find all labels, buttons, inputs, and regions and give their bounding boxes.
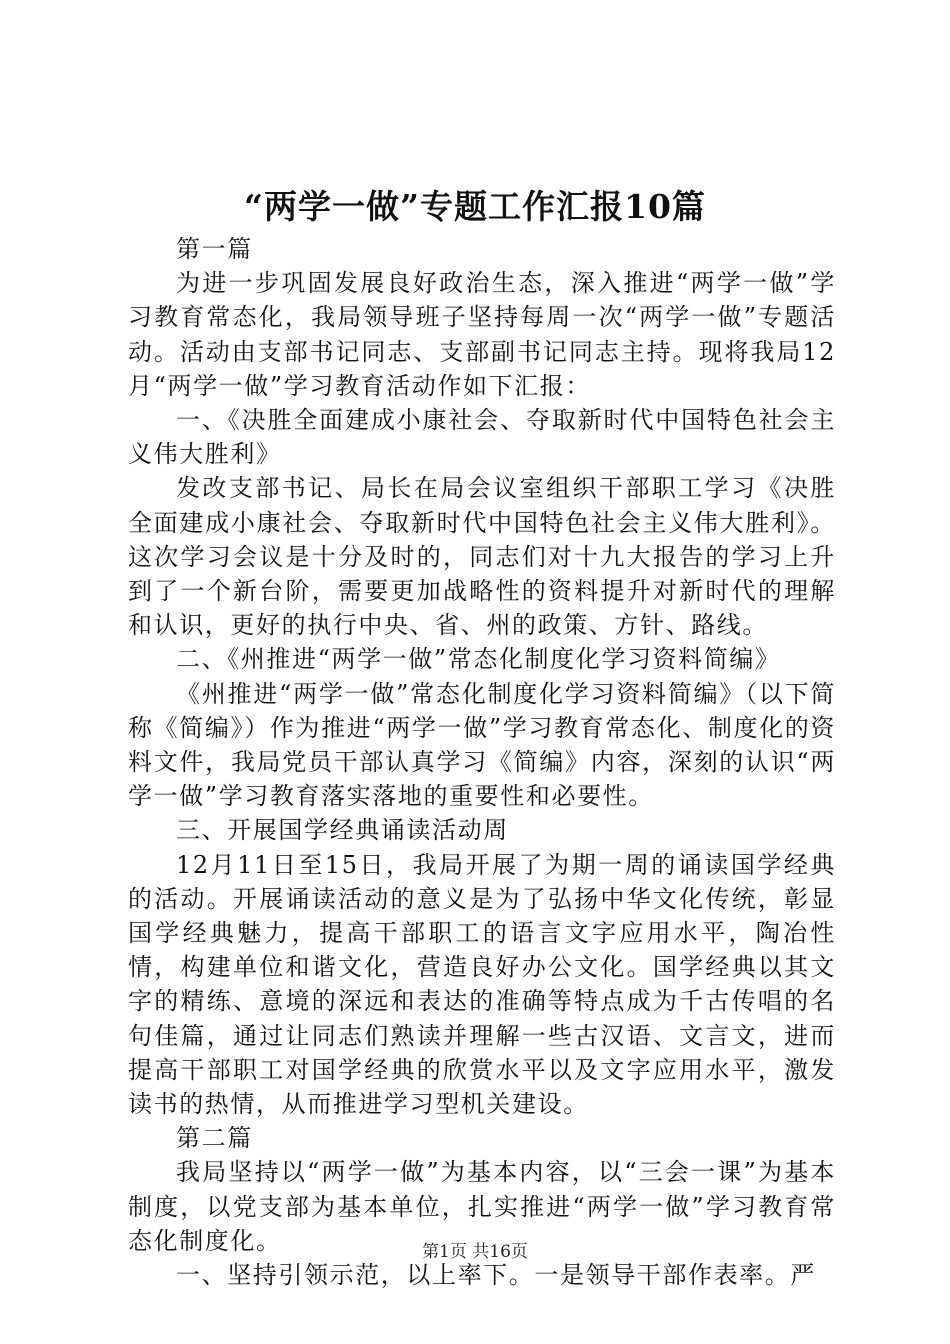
- document-body: [128, 232, 836, 1292]
- paragraph-2: 《州推进“两学一做”常态化制度化学习资料简编》（以下简称《简编》）作为推进“两学一做”学习教育常态化、制度化的资料文件，我局党员干部认真学习《简编》内容，深刻的认识“两学一做”学习教育落实落地的重要性和必要性。: [128, 679, 836, 811]
- document-title: “两学一做”专题工作汇报10篇: [244, 187, 706, 226]
- subheading-1: 一、《决胜全面建成小康社会、夺取新时代中国特色社会主义伟大胜利》: [128, 406, 836, 469]
- paragraph-intro: 为进一步巩固发展良好政治生态，深入推进“两学一做”学习教育常态化，我局领导班子坚持每周一次“两学一做”专题活动。活动由支部书记同志、支部副书记同志主持。现将我局12月“两学一做”学习教育活动作如下汇报：: [128, 269, 836, 400]
- page-number: 第1页 共16页: [422, 1242, 528, 1262]
- paragraph-1: 发改支部书记、局长在局会议室组织干部职工学习《决胜全面建成小康社会、夺取新时代中国特色社会主义伟大胜利》。这次学习会议是十分及时的，同志们对十九大报告的学习上升到了一个新台阶，需要更加战略性的资料提升对新时代的理解和认识，更好的执行中央、省、州的政策、方针、路线。: [128, 474, 836, 640]
- section-heading-1: 第一篇: [176, 235, 253, 263]
- paragraph-5: 一、坚持引领示范，以上率下。一是领导干部作表率。严: [176, 1261, 816, 1290]
- section-heading-2: 第二篇: [176, 1124, 253, 1153]
- paragraph-3: 12月11日至15日，我局开展了为期一周的诵读国学经典的活动。开展诵读活动的意义是为了弘扬中华文化传统，彰显国学经典魅力，提高干部职工的语言文字应用水平，陶冶性情，构建单位和谐文化，营造良好办公文化。国学经典以其文字的精练、意境的深远和表达的准确等特点成为千古传唱的名句佳篇，通过让同志们熟读并理解一些古汉语、文言文，进而提高干部职工对国学经典的欣赏水平以及文字应用水平，激发读书的热情，从而推进学习型机关建设。: [128, 850, 836, 1119]
- paragraph-4: 我局坚持以“两学一做”为基本内容，以“三会一课”为基本制度，以党支部为基本单位，扎实推进“两学一做”学习教育常态化制度化。: [128, 1158, 836, 1255]
- page-footer: [0, 1240, 950, 1264]
- subheading-2: 二、《州推进“两学一做”常态化制度化学习资料简编》: [176, 645, 781, 674]
- subheading-3: 三、开展国学经典诵读活动周: [176, 816, 509, 845]
